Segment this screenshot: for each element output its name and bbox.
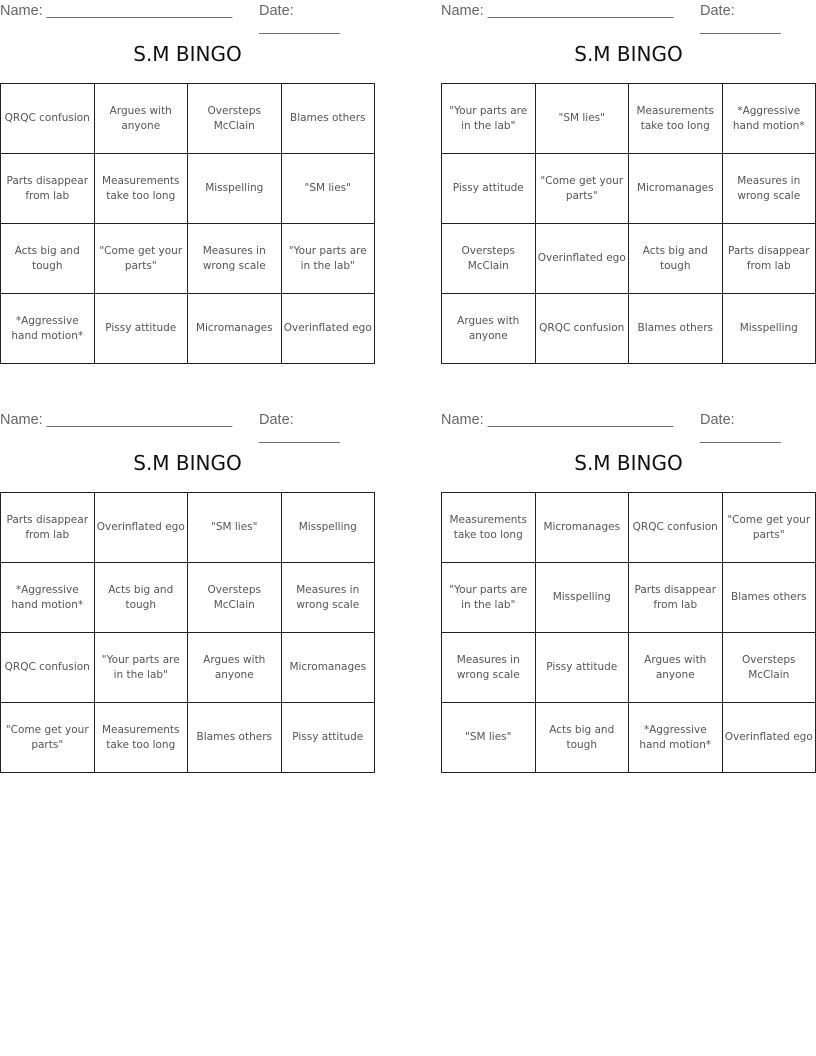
- bingo-cell: Overinflated ego: [722, 703, 816, 773]
- bingo-cell: Pissy attitude: [535, 633, 629, 703]
- bingo-cell: Micromanages: [629, 154, 723, 224]
- name-field: Name: _______________________: [441, 412, 674, 428]
- bingo-cell: *Aggressive hand motion*: [722, 84, 816, 154]
- bingo-cell: QRQC confusion: [1, 633, 95, 703]
- bingo-cell: Measurements take too long: [94, 703, 188, 773]
- bingo-cell: Micromanages: [281, 633, 375, 703]
- bingo-cell: Misspelling: [722, 294, 816, 364]
- grid-row: [442, 703, 816, 773]
- bingo-grid: [0, 492, 375, 773]
- bingo-cell: Measurements take too long: [629, 84, 723, 154]
- bingo-cell: Parts disappear from lab: [1, 154, 95, 224]
- bingo-cell: Measures in wrong scale: [442, 633, 536, 703]
- bingo-card: [441, 0, 816, 370]
- bingo-cell: "SM lies": [188, 493, 282, 563]
- bingo-cell: "SM lies": [442, 703, 536, 773]
- bingo-cell: Oversteps McClain: [442, 224, 536, 294]
- grid-row: [1, 633, 375, 703]
- name-field: Name: _______________________: [441, 3, 674, 19]
- bingo-cell: QRQC confusion: [629, 493, 723, 563]
- bingo-grid: [0, 83, 375, 364]
- bingo-cell: *Aggressive hand motion*: [1, 563, 95, 633]
- card-title: S.M BINGO: [133, 451, 242, 475]
- bingo-cell: Misspelling: [188, 154, 282, 224]
- bingo-cell: "Come get your parts": [722, 493, 816, 563]
- bingo-card: [441, 409, 816, 779]
- bingo-grid: [441, 492, 816, 773]
- card-header: [441, 412, 816, 444]
- grid-row: [1, 84, 375, 154]
- bingo-cell: *Aggressive hand motion*: [1, 294, 95, 364]
- grid-row: [442, 84, 816, 154]
- bingo-cell: Measurements take too long: [442, 493, 536, 563]
- bingo-cell: Measures in wrong scale: [722, 154, 816, 224]
- bingo-cell: Overinflated ego: [281, 294, 375, 364]
- bingo-cell: "Come get your parts": [535, 154, 629, 224]
- bingo-cell: Misspelling: [281, 493, 375, 563]
- bingo-cell: Parts disappear from lab: [722, 224, 816, 294]
- bingo-cell: Pissy attitude: [94, 294, 188, 364]
- grid-row: [442, 294, 816, 364]
- bingo-cell: Acts big and tough: [1, 224, 95, 294]
- bingo-cell: Argues with anyone: [94, 84, 188, 154]
- bingo-cell: "Come get your parts": [1, 703, 95, 773]
- grid-row: [442, 493, 816, 563]
- bingo-cell: Argues with anyone: [188, 633, 282, 703]
- grid-row: [442, 633, 816, 703]
- bingo-cell: Measures in wrong scale: [188, 224, 282, 294]
- bingo-cell: Micromanages: [535, 493, 629, 563]
- bingo-cell: *Aggressive hand motion*: [629, 703, 723, 773]
- bingo-cell: Oversteps McClain: [188, 563, 282, 633]
- bingo-card: [0, 409, 375, 779]
- bingo-cell: "Your parts are in the lab": [442, 84, 536, 154]
- name-field: Name: _______________________: [0, 3, 233, 19]
- grid-row: [1, 493, 375, 563]
- name-field: Name: _______________________: [0, 412, 233, 428]
- bingo-cell: "Come get your parts": [94, 224, 188, 294]
- bingo-cell: Blames others: [722, 563, 816, 633]
- bingo-cell: Overinflated ego: [94, 493, 188, 563]
- grid-row: [1, 294, 375, 364]
- bingo-cell: Argues with anyone: [629, 633, 723, 703]
- bingo-cell: Blames others: [188, 703, 282, 773]
- bingo-cell: "SM lies": [281, 154, 375, 224]
- bingo-cell: Overinflated ego: [535, 224, 629, 294]
- bingo-cell: Blames others: [629, 294, 723, 364]
- date-field: Date: __________: [259, 412, 340, 444]
- card-header: [0, 3, 375, 35]
- grid-row: [442, 154, 816, 224]
- bingo-cell: Acts big and tough: [94, 563, 188, 633]
- bingo-cell: "Your parts are in the lab": [442, 563, 536, 633]
- date-field: Date: __________: [700, 412, 781, 444]
- bingo-cell: Parts disappear from lab: [1, 493, 95, 563]
- bingo-cell: Measurements take too long: [94, 154, 188, 224]
- grid-row: [1, 703, 375, 773]
- card-title: S.M BINGO: [574, 42, 683, 66]
- bingo-cell: Oversteps McClain: [722, 633, 816, 703]
- card-title: S.M BINGO: [133, 42, 242, 66]
- bingo-cell: Micromanages: [188, 294, 282, 364]
- bingo-cell: Blames others: [281, 84, 375, 154]
- bingo-cell: Acts big and tough: [535, 703, 629, 773]
- bingo-cell: "SM lies": [535, 84, 629, 154]
- date-field: Date: __________: [700, 3, 781, 35]
- bingo-cell: "Your parts are in the lab": [281, 224, 375, 294]
- bingo-cell: Argues with anyone: [442, 294, 536, 364]
- bingo-cell: QRQC confusion: [535, 294, 629, 364]
- grid-row: [1, 563, 375, 633]
- grid-row: [1, 224, 375, 294]
- grid-row: [1, 154, 375, 224]
- bingo-grid: [441, 83, 816, 364]
- card-header: [441, 3, 816, 35]
- bingo-cell: Pissy attitude: [281, 703, 375, 773]
- bingo-cell: Misspelling: [535, 563, 629, 633]
- grid-row: [442, 563, 816, 633]
- card-header: [0, 412, 375, 444]
- bingo-cell: QRQC confusion: [1, 84, 95, 154]
- date-field: Date: __________: [259, 3, 340, 35]
- card-title: S.M BINGO: [574, 451, 683, 475]
- bingo-cell: Parts disappear from lab: [629, 563, 723, 633]
- bingo-card: [0, 0, 375, 370]
- grid-row: [442, 224, 816, 294]
- bingo-cell: "Your parts are in the lab": [94, 633, 188, 703]
- bingo-cell: Acts big and tough: [629, 224, 723, 294]
- bingo-cell: Pissy attitude: [442, 154, 536, 224]
- bingo-cell: Measures in wrong scale: [281, 563, 375, 633]
- bingo-cell: Oversteps McClain: [188, 84, 282, 154]
